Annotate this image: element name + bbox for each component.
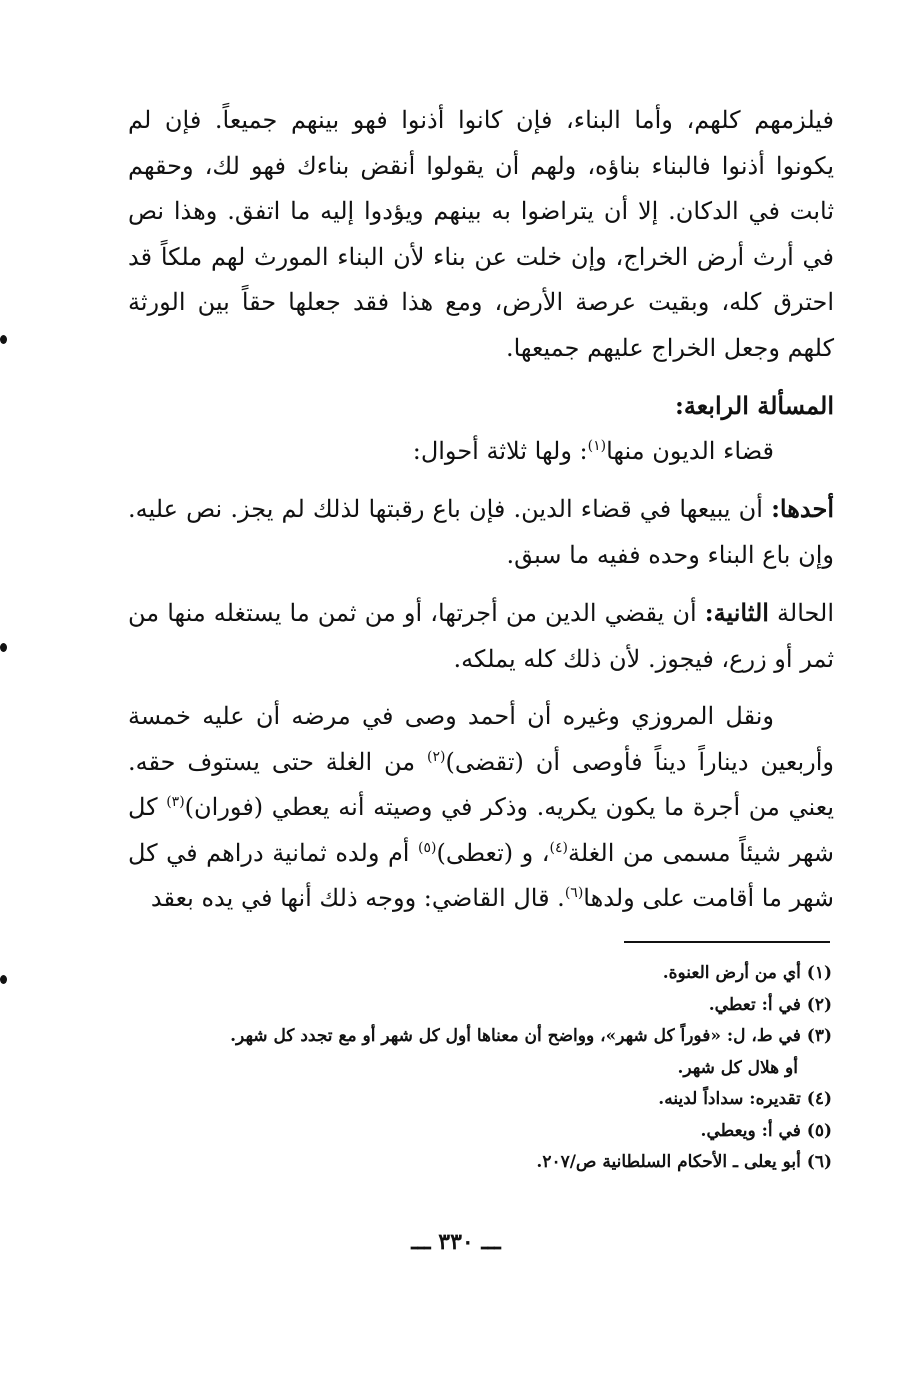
paragraph-5-part-b: من الغلة حتى يستوف حقه. يعني من أجرة ما يكون يكريه. وذكر في وصيته أنه يعطي (فوران) — [128, 747, 835, 821]
paragraph-1 — [128, 98, 834, 371]
main-text — [128, 98, 834, 922]
paragraph-4-prefix: الحالة — [777, 599, 834, 627]
footnote-5: (٥) في أ: ويعطي. — [700, 1120, 832, 1141]
footnote-ref-5[interactable]: (٥) — [418, 839, 437, 856]
footnote-6: (٦) أبو يعلى ـ الأحكام السلطانية ص/٢٠٧. — [536, 1152, 832, 1172]
footnote-ref-2[interactable]: (٢) — [427, 748, 446, 765]
paragraph-4-label: الثانية: — [704, 598, 769, 627]
section-heading — [128, 383, 834, 429]
footnote-2: (٢) في أ: تعطي. — [708, 994, 832, 1015]
paragraph-4 — [128, 590, 834, 682]
scan-mark — [0, 643, 7, 652]
paragraph-3-label: أحدها: — [771, 494, 834, 523]
page-number: ـــ ٣٣٠ ـــ — [411, 1229, 501, 1255]
footnote-ref-4[interactable]: (٤) — [549, 839, 568, 856]
footnote-ref-3[interactable]: (٣) — [166, 794, 185, 810]
footnotes — [128, 958, 832, 1179]
footnote-1: (١) أي من أرض العنوة. — [662, 963, 832, 983]
paragraph-4-text: أن يقضي الدين من أجرتها، أو من ثمن ما يستغله منها من ثمر أو زرع، فيجوز. لأن ذلك كله يملكه. — [128, 599, 834, 673]
footnote-separator — [624, 941, 830, 943]
scan-mark — [0, 975, 7, 984]
section-heading-text: المسألة الرابعة: — [675, 391, 834, 420]
footnote-3-continued: أو هلال كل شهر. — [677, 1057, 798, 1078]
paragraph-2-rest: : ولها ثلاثة أحوال: — [412, 436, 588, 465]
scan-mark — [0, 335, 7, 344]
footnote-4: (٤) تقديره: سداداً لدينه. — [658, 1089, 832, 1109]
paragraph-3 — [128, 486, 834, 578]
footnote-ref-6[interactable]: (٦) — [564, 885, 584, 901]
paragraph-2-text: قضاء الديون منها — [606, 436, 774, 465]
paragraph-5 — [128, 694, 834, 922]
paragraph-5-part-e: أم ولده ثمانية دراهم في كل شهر ما أقامت على ولدها — [128, 838, 834, 912]
paragraph-5-part-a: ونقل المروزي وغيره أن أحمد وصى في مرضه أن عليه خمسة وأربعين ديناراً ديناً فأوصى أن (تقضى) — [128, 702, 834, 776]
footnote-3: (٣) في ط، ل: «فوراً كل شهر»، وواضح أن معناها أول كل شهر أو مع تجدد كل شهر. — [230, 1026, 832, 1046]
paragraph-2 — [128, 429, 834, 475]
footnote-ref-1[interactable]: (١) — [587, 437, 607, 454]
paragraph-1-text: فيلزمهم كلهم، وأما البناء، فإن كانوا أذنوا فهو بينهم جميعاً. فإن لم يكونوا أذنوا فالبناء بناؤه، ولهم أن يقولوا أنقض بناءك فهو لك، وحقهم ثابت في الدكان. إلا أن يتراضوا به بينهم ويؤدوا إليه ما اتفق. وهذا نص في أرث أرض الخراج، وإن خلت عن بناء لأن البناء المورث لهم ملكاً قد احترق كله، وبقيت عرصة الأرض، ومع هذا فقد جعلها حقاً بين الورثة كلهم وجعل الخراج عليهم جميعها. — [128, 106, 834, 362]
paragraph-5-part-f: . قال القاضي: ووجه ذلك أنها في يده بعقد — [150, 884, 565, 912]
paragraph-3-text: أن يبيعها في قضاء الدين. فإن باع رقبتها لذلك لم يجز. نص عليه. وإن باع البناء وحده ففيه ما سبق. — [128, 495, 834, 569]
paragraph-5-part-d: ، و (تعطى) — [436, 838, 550, 867]
paragraph-5-part-c: كل شهر شيئاً مسمى من الغلة — [128, 793, 834, 867]
